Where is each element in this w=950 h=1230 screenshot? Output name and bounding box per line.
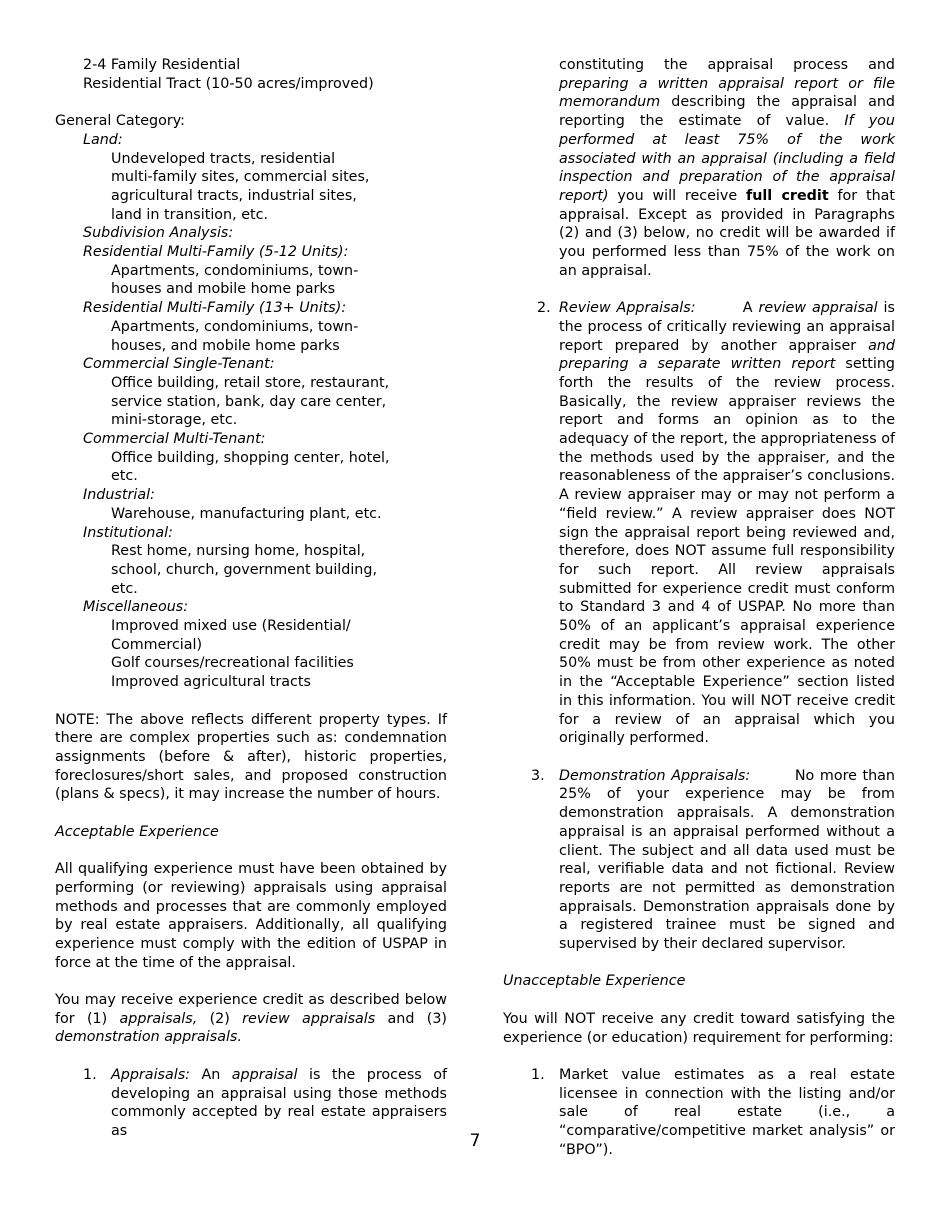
- category-name-industrial: Industrial:: [83, 487, 155, 504]
- category-line: Improved mixed use (Residential/: [111, 618, 351, 635]
- category-line: agricultural tracts, industrial sites,: [111, 187, 357, 204]
- category-line: etc.: [111, 580, 138, 597]
- category-line: Undeveloped tracts, residential: [111, 150, 336, 167]
- category-line: Office building, retail store, restaurant,: [111, 374, 390, 391]
- category-line: Warehouse, manufacturing plant, etc.: [111, 505, 382, 522]
- acceptable-experience-paragraph: All qualifying experience must have been obtained by performing (or reviewing) appraisals using appraisal methods and processes that are commonly employed by real estate appraisers. Additionally, all qualifying experience must comply with the edition of USPAP in force at the time of the appraisal.: [55, 861, 447, 971]
- list-number: 1.: [83, 1066, 97, 1083]
- right-column: [503, 56, 900, 1159]
- category-line: Rest home, nursing home, hospital,: [111, 543, 366, 560]
- category-line: Golf courses/recreational facilities: [111, 655, 354, 672]
- list-label: Demonstration Appraisals:: [559, 767, 751, 784]
- unacceptable-experience-heading: Unacceptable Experience: [503, 973, 686, 990]
- unacceptable-experience-paragraph: You will NOT receive any credit toward satisfying the experience (or education) requirement for performing:: [503, 1010, 895, 1046]
- general-category-label: General Category:: [55, 113, 185, 130]
- list-number: 1.: [531, 1066, 545, 1083]
- list-item-market-value-estimates: 1. Market value estimates as a real estate licensee in connection with the listing and/or sale of real estate (i.e., a “comparative/competitive market analysis” or “BPO”).: [531, 1066, 895, 1158]
- credit-paragraph: You may receive experience credit as described below for (1) appraisals, (2) review appraisals and (3) demonstration appraisals.: [55, 992, 448, 1046]
- left-column: [55, 56, 447, 1141]
- type-line: 2-4 Family Residential: [83, 57, 241, 73]
- list-number: 3.: [531, 767, 545, 784]
- list-item-appraisals-continued: constituting the appraisal process and preparing a written appraisal report or file memorandum describing the appraisal and reporting the estimate of value. If you performed at least 75% of the work associated with an appraisal (including a field inspection and preparation of the appraisal report) you will receive full credit for that appraisal. Except as provided in Paragraphs (2) and (3) below, no credit will be awarded if you performed less than 75% of the work on an appraisal.: [559, 57, 895, 279]
- list-item-appraisals: 1. Appraisals: An appraisal is the process of developing an appraisal using those methods commonly accepted by real estate appraisers as: [83, 1066, 447, 1139]
- category-line: houses, and mobile home parks: [111, 337, 340, 354]
- category-name-miscellaneous: Miscellaneous:: [83, 599, 189, 616]
- list-item-review-appraisals: 2. Review Appraisals: A review appraisal is the process of critically reviewing an appraisal report prepared by another appraiser and preparing a separate written report setting forth the results of the review process. Basically, the review appraiser reviews the report and forms an opinion as to the adequacy of the report, the appropriateness of the methods used by the appraiser, and the reasonableness of the appraiser’s conclusions. A review appraiser may or may not perform a “field review.” A review appraiser does NOT sign the appraisal report being reviewed and, therefore, does NOT assume full responsibility for such report. All review appraisals submitted for experience credit must conform to Standard 3 and 4 of USPAP. No more than 50% of an applicant’s appraisal experience credit may be from review work. The other 50% must be from other experience as noted in the “Acceptable Experience” section listed in this information. You will NOT receive credit for a review of an appraisal which you originally performed.: [537, 300, 895, 747]
- category-line: mini-storage, etc.: [111, 412, 238, 429]
- list-label: Appraisals:: [111, 1066, 190, 1083]
- category-line: school, church, government building,: [111, 561, 377, 578]
- category-name-commercial-single: Commercial Single-Tenant:: [83, 356, 275, 373]
- page-number: 7: [469, 1131, 481, 1151]
- category-line: Apartments, condominiums, town-: [111, 262, 359, 279]
- category-name-land: Land:: [83, 131, 123, 148]
- category-line: multi-family sites, commercial sites,: [111, 169, 370, 186]
- category-line: houses and mobile home parks: [111, 281, 336, 298]
- note-paragraph: NOTE: The above reflects different property types. If there are complex properties such as: condemnation assignments (before & after), historic properties, foreclosures/short sales, and proposed construction (plans & specs), it may increase the number of hours.: [55, 711, 447, 803]
- list-item-demonstration-appraisals: 3. Demonstration Appraisals: No more than 25% of your experience may be from demonstration appraisals. A demonstration appraisal is an appraisal performed without a client. The subject and all data used must be real, verifiable data and not fictional. Review reports are not permitted as demonstration appraisals. Demonstration appraisals done by a registered trainee must be signed and supervised by their declared supervisor.: [531, 767, 900, 953]
- category-line: Office building, shopping center, hotel,: [111, 449, 390, 466]
- list-label: Review Appraisals:: [559, 300, 696, 317]
- category-line: etc.: [111, 468, 138, 485]
- category-line: land in transition, etc.: [111, 206, 269, 223]
- category-name-residential-5-12: Residential Multi-Family (5-12 Units):: [83, 244, 349, 261]
- category-name-residential-13: Residential Multi-Family (13+ Units):: [83, 300, 347, 317]
- category-name-commercial-multi: Commercial Multi-Tenant:: [83, 431, 266, 448]
- category-line: Commercial): [111, 636, 203, 653]
- list-number: 2.: [537, 300, 551, 317]
- category-name-subdivision: Subdivision Analysis:: [83, 225, 234, 242]
- category-name-institutional: Institutional:: [83, 524, 173, 541]
- type-line: Residential Tract (10-50 acres/improved): [83, 75, 374, 92]
- category-line: service station, bank, day care center,: [111, 393, 387, 410]
- category-line: Apartments, condominiums, town-: [111, 318, 359, 335]
- acceptable-experience-heading: Acceptable Experience: [55, 823, 219, 840]
- category-line: Improved agricultural tracts: [111, 674, 311, 691]
